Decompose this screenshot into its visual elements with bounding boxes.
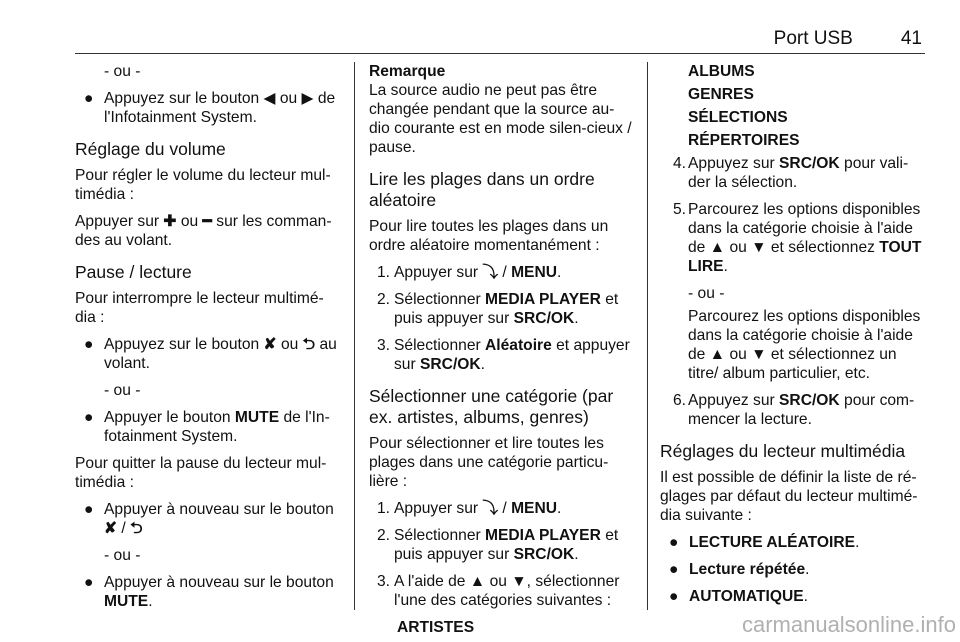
page-number: 41 <box>900 28 922 49</box>
column-1 <box>75 62 343 619</box>
category-item: GENRES <box>688 86 754 103</box>
header-rule <box>75 53 925 54</box>
list-item: 2. Sélectionner MEDIA PLAYER et puis appuyer sur SRC/OK. <box>377 527 619 563</box>
mute-icon: ✘ <box>104 520 118 537</box>
page-header <box>774 28 922 50</box>
list-item: 3. Sélectionner Aléatoire et appuyer sur SRC/OK. <box>377 337 630 373</box>
plus-icon: ✚ <box>163 213 177 230</box>
list-item: 2. Sélectionner MEDIA PLAYER et puis appuyer sur SRC/OK. <box>377 291 619 327</box>
mute-icon: ✘ <box>263 336 277 353</box>
list-item: 5. Parcourez les options disponibles dans la catégorie choisie à l'aide de ▲ ou ▼ et sélectionnez TOUT LIRE. <box>673 201 922 275</box>
or-separator: - ou - <box>104 63 141 80</box>
list-item: ● Appuyez sur le bouton ✘ ou ⮌ au volant. <box>84 336 337 372</box>
page-title: Port USB <box>773 28 853 49</box>
or-separator: - ou - <box>688 285 725 302</box>
or-separator: - ou - <box>104 382 141 399</box>
paragraph: Il est possible de définir la liste de ré-glages par défaut du lecteur multimé-dia suivante : <box>660 469 918 524</box>
paragraph: Pour interrompre le lecteur multimé-dia : <box>75 290 324 326</box>
list-item: 1. Appuyer sur ⤵ / MENU. <box>377 500 562 517</box>
list-item: 1. Appuyer sur ⤵ / MENU. <box>377 264 562 281</box>
note-text: La source audio ne peut pas être changée pendant que la source au-dio courante est en mode silen-cieux / pause. <box>369 82 632 156</box>
list-item: ● Appuyer le bouton MUTE de l'In-fotainment System. <box>84 409 330 445</box>
list-item: ● LECTURE ALÉATOIRE. <box>669 534 860 551</box>
section-heading: Réglage du volume <box>75 139 226 159</box>
paragraph: Parcourez les options disponibles dans la catégorie choisie à l'aide de ▲ ou ▼ et sélectionnez un titre/ album particulier, etc. <box>688 308 921 382</box>
paragraph: Pour quitter la pause du lecteur mul-timédia : <box>75 455 327 491</box>
section-heading: Réglages du lecteur multimédia <box>660 441 906 461</box>
column-divider <box>354 62 355 610</box>
list-item: 6. Appuyez sur SRC/OK pour com-mencer la lecture. <box>673 392 915 428</box>
paragraph: Pour sélectionner et lire toutes les plages dans une catégorie particu-lière : <box>369 435 609 490</box>
paragraph: Appuyer sur ✚ ou ━ sur les comman-des au volant. <box>75 213 332 249</box>
section-heading: Pause / lecture <box>75 262 192 282</box>
list-item: ● Appuyez sur le bouton ◀ ou ▶ de l'Infotainment System. <box>84 90 336 126</box>
or-separator: - ou - <box>104 547 141 564</box>
column-2 <box>369 62 634 641</box>
watermark: carmanualsonline.info <box>741 612 956 637</box>
note <box>369 62 634 157</box>
section-heading: Sélectionner une catégorie (par ex. artistes, albums, genres) <box>369 386 614 427</box>
category-item: SÉLECTIONS <box>688 109 788 126</box>
return-icon: ⮌ <box>302 336 316 353</box>
minus-icon: ━ <box>202 213 212 230</box>
list-item: ● Appuyer à nouveau sur le bouton MUTE. <box>84 574 334 610</box>
list-item: 3. A l'aide de ▲ ou ▼, sélectionner l'une des catégories suivantes : <box>377 573 620 609</box>
category-item: RÉPERTOIRES <box>688 132 800 149</box>
return-icon: ⮌ <box>130 520 143 537</box>
category-item: ARTISTES <box>397 619 475 636</box>
column-3 <box>660 62 927 614</box>
category-item: ALBUMS <box>688 63 755 80</box>
list-item: ● Lecture répétée. <box>669 561 810 578</box>
note-title: Remarque <box>369 63 446 80</box>
phone-icon: ⤵ <box>482 264 499 281</box>
list-item: ● AUTOMATIQUE. <box>669 588 808 605</box>
phone-icon: ⤵ <box>482 500 499 517</box>
list-item: 4. Appuyez sur SRC/OK pour vali-der la sélection. <box>673 155 909 191</box>
list-item: ● Appuyer à nouveau sur le bouton ✘ / ⮌ <box>84 501 334 537</box>
section-heading: Lire les plages dans un ordre aléatoire <box>369 169 595 210</box>
paragraph: Pour lire toutes les plages dans un ordre aléatoire momentanément : <box>369 218 609 254</box>
column-divider <box>647 62 648 610</box>
paragraph: Pour régler le volume du lecteur mul-timédia : <box>75 167 331 203</box>
